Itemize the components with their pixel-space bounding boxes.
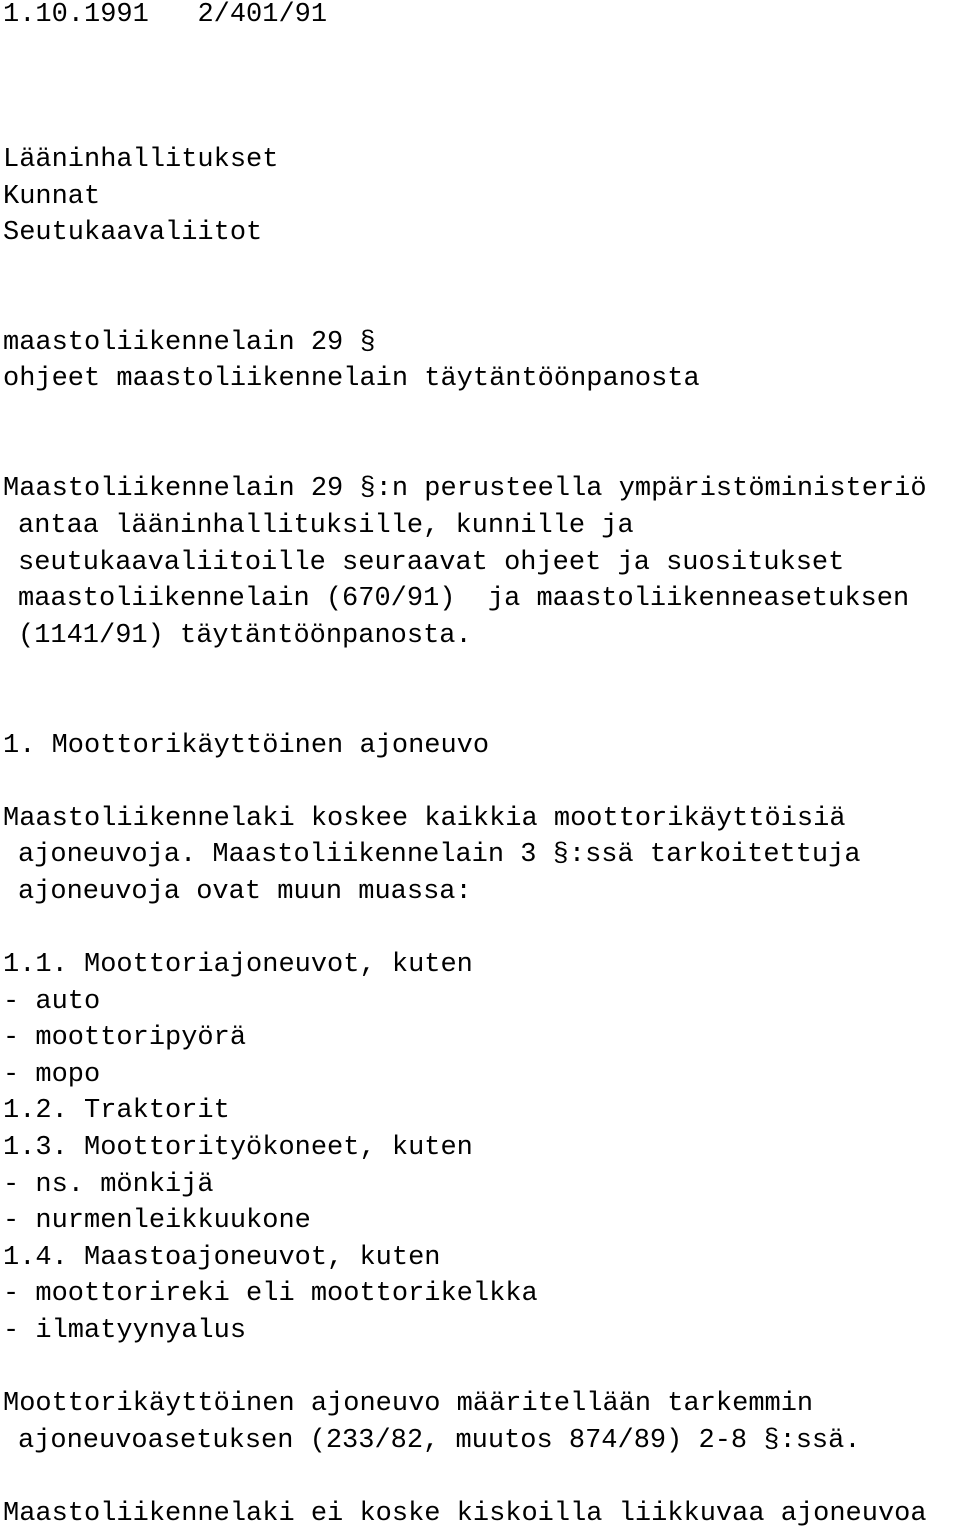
paragraph-line: ajoneuvoasetuksen (233/82, muutos 874/89) 2-8 §:ssä.	[18, 1426, 861, 1456]
intro-line: antaa lääninhallituksille, kunnille ja	[18, 511, 634, 541]
list-item: 1.2. Traktorit	[3, 1096, 230, 1126]
list-item: 1.4. Maastoajoneuvot, kuten	[3, 1243, 441, 1273]
intro-line: seutukaavaliitoille seuraavat ohjeet ja suositukset	[18, 548, 845, 578]
document-reference: 2/401/91	[197, 0, 328, 30]
section-heading: 1. Moottorikäyttöinen ajoneuvo	[3, 731, 490, 761]
recipient-line: Kunnat	[3, 182, 101, 212]
list-item: 1.1. Moottoriajoneuvot, kuten	[3, 950, 473, 980]
list-item: - mopo	[3, 1060, 101, 1090]
paragraph-line: ajoneuvoja. Maastoliikennelain 3 §:ssä tarkoitettuja	[18, 840, 861, 870]
document-header	[3, 0, 327, 30]
paragraph-line: Moottorikäyttöinen ajoneuvo määritellään tarkemmin	[3, 1389, 814, 1419]
recipient-line: Lääninhallitukset	[3, 145, 279, 175]
subject-line: ohjeet maastoliikennelain täytäntöönpanosta	[3, 364, 700, 394]
list-item: - nurmenleikkuukone	[3, 1206, 311, 1236]
recipient-line: Seutukaavaliitot	[3, 218, 263, 248]
list-item: - auto	[3, 987, 101, 1017]
list-item: - moottoripyörä	[3, 1023, 247, 1053]
intro-line: maastoliikennelain (670/91) ja maastoliikenneasetuksen	[18, 584, 910, 614]
paragraph-line: Maastoliikennelaki ei koske kiskoilla liikkuvaa ajoneuvoa	[3, 1499, 927, 1529]
subject-line: maastoliikennelain 29 §	[3, 328, 376, 358]
intro-line: Maastoliikennelain 29 §:n perusteella ympäristöministeriö	[3, 474, 927, 504]
list-item: - ns. mönkijä	[3, 1170, 214, 1200]
list-item: - moottorireki eli moottorikelkka	[3, 1279, 538, 1309]
intro-line: (1141/91) täytäntöönpanosta.	[18, 621, 472, 651]
paragraph-line: Maastoliikennelaki koskee kaikkia moottorikäyttöisiä	[3, 804, 846, 834]
paragraph-line: ajoneuvoja ovat muun muassa:	[18, 877, 472, 907]
list-item: - ilmatyynyalus	[3, 1316, 247, 1346]
document-date: 1.10.1991	[3, 0, 149, 30]
list-item: 1.3. Moottorityökoneet, kuten	[3, 1133, 473, 1163]
